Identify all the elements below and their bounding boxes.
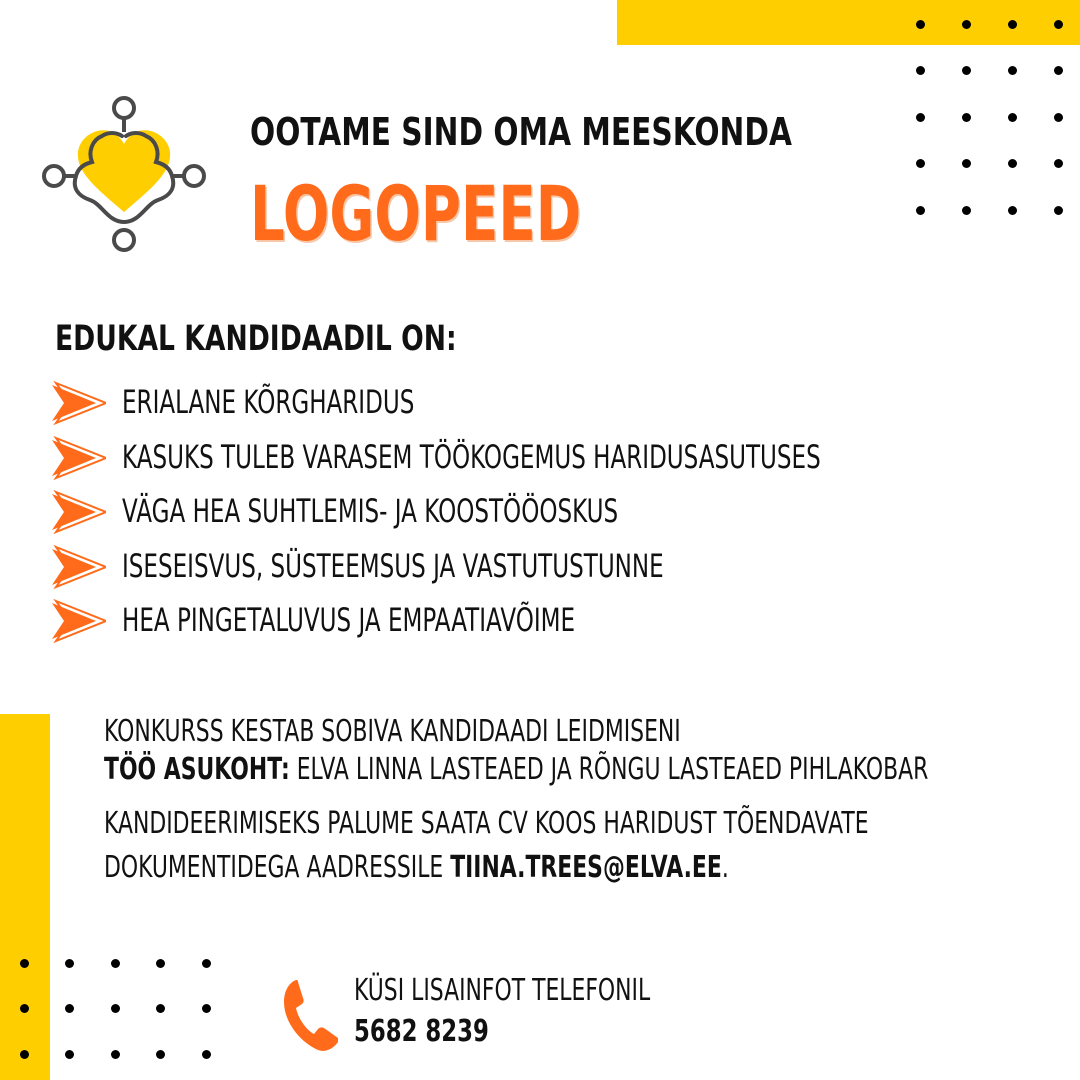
decorative-dot xyxy=(65,1050,74,1059)
decorative-dot xyxy=(20,1004,29,1013)
application-instructions-line1: KANDIDEERIMISEKS PALUME SAATA CV KOOS HARIDUST TÕENDAVATE xyxy=(104,806,869,841)
requirement-text: ISESEISVUS, SÜSTEEMSUS JA VASTUTUSTUNNE xyxy=(122,546,664,585)
decorative-dot xyxy=(20,959,29,968)
kindergarten-logo xyxy=(38,92,210,257)
application-instructions-line2 xyxy=(104,850,729,886)
page-heading: OOTAME SIND OMA MEESKONDA xyxy=(250,110,792,154)
application-instructions-prefix: DOKUMENTIDEGA AADRESSILE xyxy=(104,850,451,885)
decorative-dot xyxy=(111,1050,120,1059)
decorative-dot xyxy=(962,206,971,215)
chevron-right-icon xyxy=(52,599,106,643)
decorative-dot xyxy=(1054,206,1063,215)
decorative-dot xyxy=(962,20,971,29)
decorative-dot xyxy=(202,1050,211,1059)
decorative-dot xyxy=(202,959,211,968)
decorative-dot xyxy=(156,959,165,968)
chevron-right-icon xyxy=(52,381,106,425)
decorative-dot xyxy=(916,113,925,122)
requirement-text: VÄGA HEA SUHTLEMIS- JA KOOSTÖÖOSKUS xyxy=(122,492,619,530)
application-instructions-suffix: . xyxy=(721,850,729,885)
work-location-text xyxy=(104,752,928,788)
decorative-dot xyxy=(65,959,74,968)
chevron-right-icon xyxy=(52,545,106,589)
decorative-dot xyxy=(111,1004,120,1013)
decorative-dot xyxy=(916,206,925,215)
job-title: LOGOPEED xyxy=(250,169,582,258)
chevron-right-icon xyxy=(52,436,106,480)
phone-info-label: KÜSI LISAINFOT TELEFONIL xyxy=(354,973,651,1008)
decorative-dot xyxy=(1054,20,1063,29)
decorative-dot xyxy=(962,159,971,168)
decorative-dot xyxy=(20,1050,29,1059)
contact-email: TIINA.TREES@ELVA.EE xyxy=(450,850,722,885)
phone-number: 5682 8239 xyxy=(354,1014,489,1049)
decorative-dot xyxy=(1008,159,1017,168)
chevron-right-icon xyxy=(52,490,106,534)
decorative-dot xyxy=(1054,159,1063,168)
decorative-dot xyxy=(1054,113,1063,122)
decorative-dot xyxy=(1054,66,1063,75)
decorative-dot xyxy=(916,66,925,75)
requirement-text: HEA PINGETALUVUS JA EMPAATIAVÕIME xyxy=(122,601,576,639)
decorative-dot xyxy=(111,959,120,968)
requirement-text: ERIALANE KÕRGHARIDUS xyxy=(122,383,415,421)
contest-duration-text: KONKURSS KESTAB SOBIVA KANDIDAADI LEIDMISENI xyxy=(104,714,681,749)
decorative-dot xyxy=(1008,66,1017,75)
decorative-dot xyxy=(156,1004,165,1013)
decorative-dot xyxy=(1008,113,1017,122)
decorative-dot xyxy=(962,66,971,75)
work-location-value: ELVA LINNA LASTEAED JA RÕNGU LASTEAED PIHLAKOBAR xyxy=(289,752,929,787)
decorative-dot xyxy=(65,1004,74,1013)
decorative-dot xyxy=(202,1004,211,1013)
decorative-dot xyxy=(1008,20,1017,29)
left-yellow-bar xyxy=(0,714,50,1080)
decorative-dot xyxy=(962,113,971,122)
decorative-dot xyxy=(1008,206,1017,215)
work-location-label: TÖÖ ASUKOHT: xyxy=(104,752,290,787)
decorative-dot xyxy=(916,20,925,29)
decorative-dot xyxy=(916,159,925,168)
decorative-dot xyxy=(156,1050,165,1059)
requirement-text: KASUKS TULEB VARASEM TÖÖKOGEMUS HARIDUSASUTUSES xyxy=(122,437,821,476)
phone-icon xyxy=(282,976,340,1052)
requirements-heading: EDUKAL KANDIDAADIL ON: xyxy=(55,319,457,359)
